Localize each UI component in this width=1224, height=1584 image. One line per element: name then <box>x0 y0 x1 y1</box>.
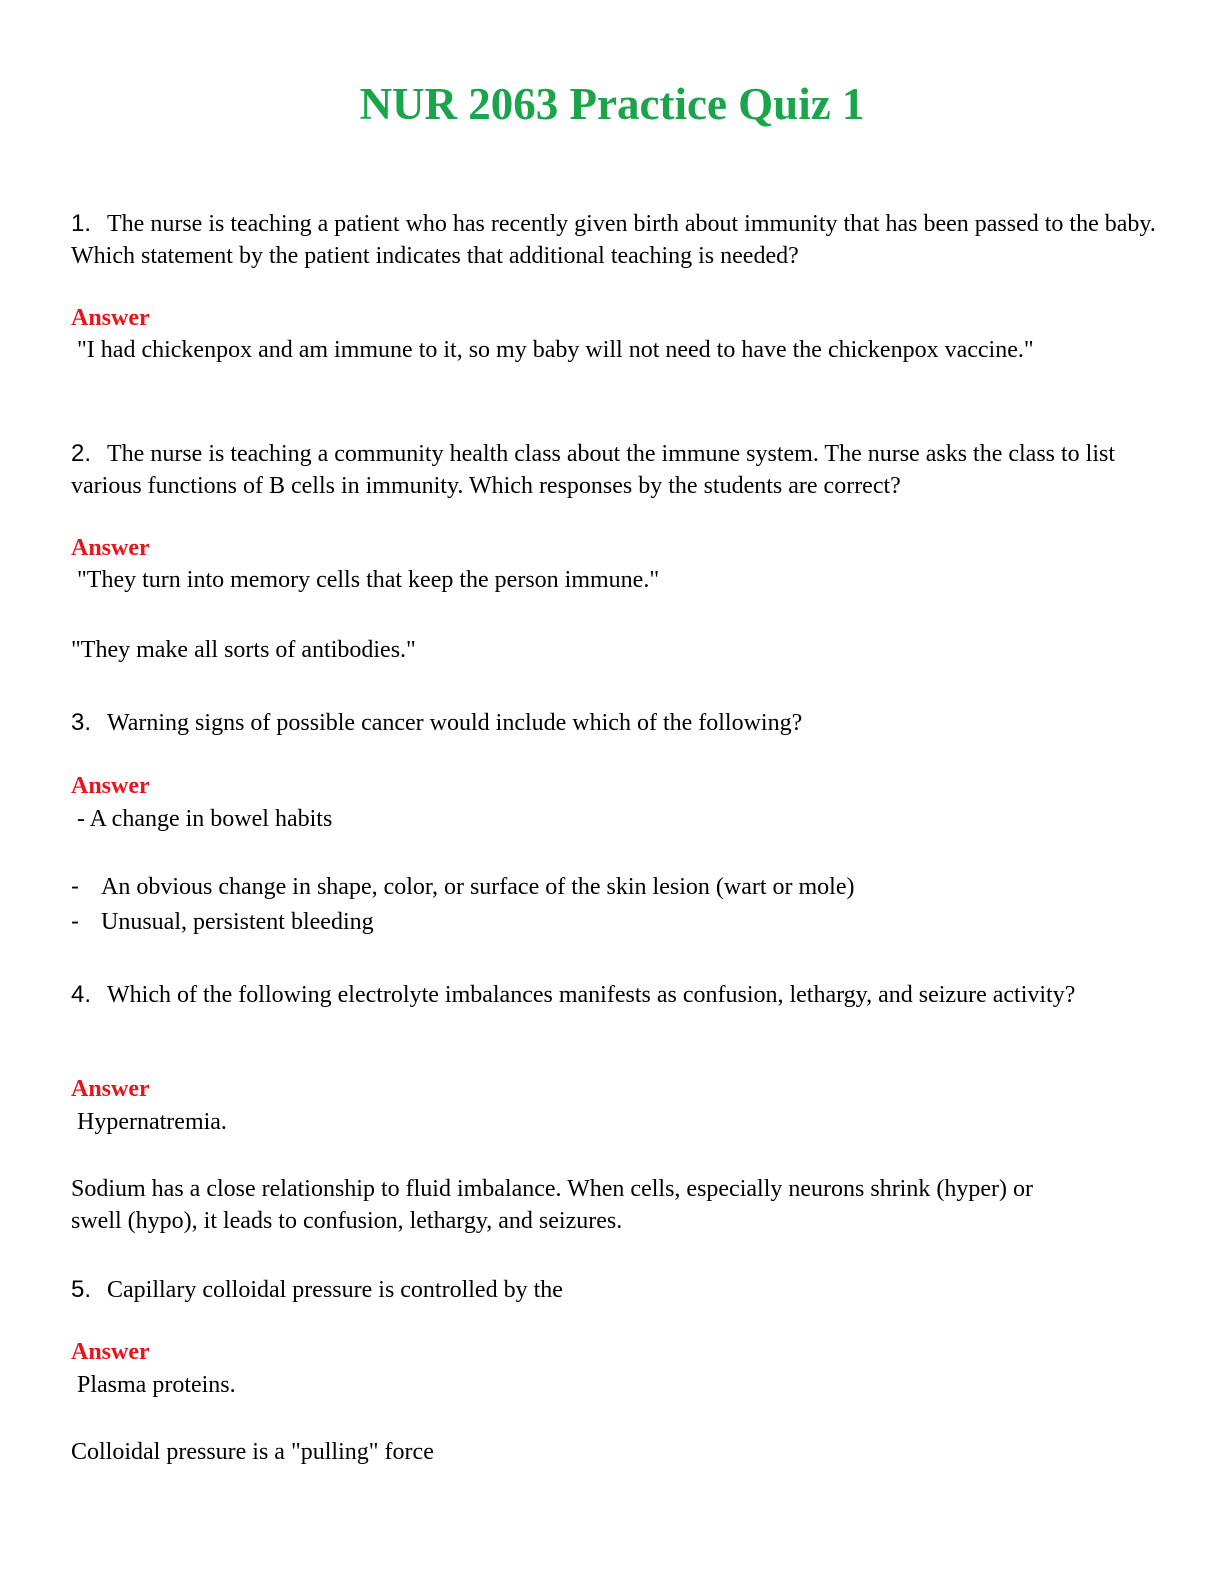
answer-label: Answer <box>71 1076 150 1102</box>
question-2 <box>71 438 1161 502</box>
answer-text: - A change in bowel habits <box>77 806 333 832</box>
dash-bullet: - <box>71 873 79 900</box>
question-3 <box>71 707 1161 739</box>
answer-text: Hypernatremia. <box>77 1109 227 1135</box>
list-item-text: Unusual, persistent bleeding <box>101 909 374 935</box>
question-text: Which of the following electrolyte imbalances manifests as confusion, lethargy, and seizure activity? <box>107 982 1076 1008</box>
answer-label: Answer <box>71 305 150 331</box>
answer-label: Answer <box>71 535 150 561</box>
question-1 <box>71 208 1161 272</box>
explanation-text: Sodium has a close relationship to fluid imbalance. When cells, especially neurons shrink (hyper) or swell (hypo), it leads to confusion, lethargy, and seizures. <box>71 1176 1033 1234</box>
dash-bullet: - <box>71 908 79 935</box>
explanation-text: Colloidal pressure is a "pulling" force <box>71 1439 434 1465</box>
question-number: 2. <box>71 440 92 467</box>
answer-label: Answer <box>71 773 150 799</box>
list-item <box>71 871 855 903</box>
question-number: 3. <box>71 709 92 736</box>
question-text: The nurse is teaching a patient who has recently given birth about immunity that has been passed to the baby. Which statement by the patient indicates that additional teaching is needed? <box>71 211 1156 269</box>
document-title: NUR 2063 Practice Quiz 1 <box>359 79 865 129</box>
question-5 <box>71 1274 1161 1306</box>
question-text: Capillary colloidal pressure is controlled by the <box>107 1277 563 1303</box>
list-item-text: An obvious change in shape, color, or surface of the skin lesion (wart or mole) <box>101 874 855 900</box>
question-4 <box>71 979 1161 1011</box>
question-number: 1. <box>71 210 92 237</box>
answer-label: Answer <box>71 1339 150 1365</box>
answer-text: "They make all sorts of antibodies." <box>71 637 416 663</box>
question-number: 4. <box>71 981 92 1008</box>
answer-text: "They turn into memory cells that keep the person immune." <box>77 567 660 593</box>
list-item <box>71 906 374 938</box>
answer-text: "I had chickenpox and am immune to it, so my baby will not need to have the chickenpox vaccine." <box>77 337 1034 363</box>
question-text: The nurse is teaching a community health class about the immune system. The nurse asks the class to list various functions of B cells in immunity. Which responses by the students are correct? <box>71 441 1116 499</box>
question-number: 5. <box>71 1276 92 1303</box>
answer-text: Plasma proteins. <box>77 1372 236 1398</box>
question-text: Warning signs of possible cancer would include which of the following? <box>107 710 803 736</box>
